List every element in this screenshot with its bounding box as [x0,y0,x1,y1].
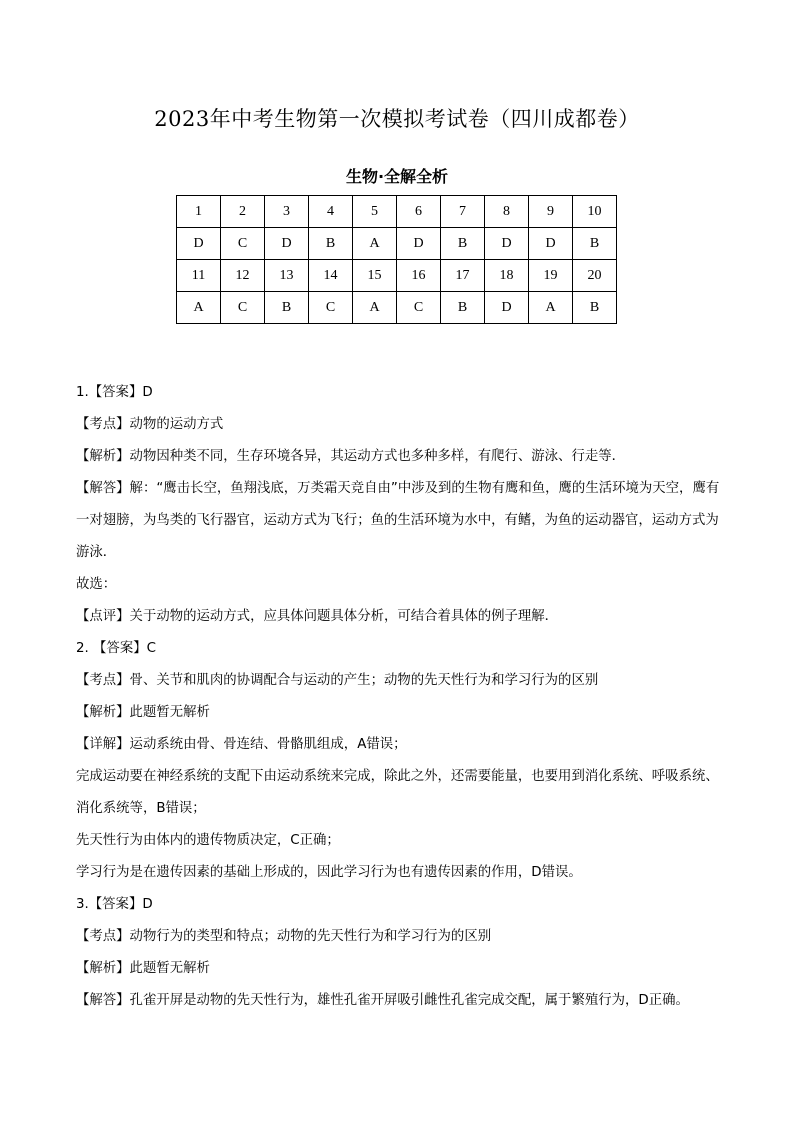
table-cell: 7 [441,196,485,228]
text-line: 【详解】运动系统由骨、骨连结、骨骼肌组成，A错误； [76,737,407,752]
table-cell: 9 [529,196,573,228]
text-line: 3.【答案】D [76,897,153,912]
table-row [177,228,617,260]
text-line: 【解析】动物因种类不同，生存环境各异，其运动方式也多种多样，有爬行、游泳、行走等． [76,449,626,464]
text-line: 【解析】此题暂无解析 [76,961,210,976]
table-cell: C [397,292,441,324]
table-row [177,260,617,292]
explanation-body [76,377,726,1017]
table-cell: 3 [265,196,309,228]
page-title: 2023年中考生物第一次模拟考试卷（四川成都卷） [154,107,640,131]
table-cell: 20 [573,260,617,292]
text-line: 【解答】孔雀开屏是动物的先天性行为，雄性孔雀开屏吸引雌性孔雀完成交配，属于繁殖行为，D正确。 [76,993,689,1008]
text-line: 【考点】动物的运动方式 [76,417,224,432]
table-cell: 14 [309,260,353,292]
table-cell: C [221,228,265,260]
table-cell: 19 [529,260,573,292]
table-cell: B [441,228,485,260]
table-cell: B [265,292,309,324]
table-cell: A [177,292,221,324]
table-cell: B [573,228,617,260]
table-cell: 6 [397,196,441,228]
table-cell: 17 [441,260,485,292]
text-line: 完成运动要在神经系统的支配下由运动系统来完成，除此之外，还需要能量，也要用到消化系统、呼吸系统、消化系统等，B错误； [76,769,719,816]
table-row [177,196,617,228]
table-cell: 2 [221,196,265,228]
table-cell: 13 [265,260,309,292]
table-cell: B [441,292,485,324]
table-cell: D [485,228,529,260]
table-cell: 1 [177,196,221,228]
table-cell: 10 [573,196,617,228]
page-subtitle: 生物·全解全析 [345,167,449,186]
table-cell: C [221,292,265,324]
table-cell: C [309,292,353,324]
table-cell: D [397,228,441,260]
table-row [177,292,617,324]
text-line: 学习行为是在遗传因素的基础上形成的，因此学习行为也有遗传因素的作用，D错误。 [76,865,582,880]
table-cell: B [309,228,353,260]
text-line: 1.【答案】D [76,385,153,400]
table-cell: 4 [309,196,353,228]
text-line: 【点评】关于动物的运动方式，应具体问题具体分析，可结合着具体的例子理解． [76,609,559,624]
text-line: 【考点】动物行为的类型和特点；动物的先天性行为和学习行为的区别 [76,929,492,944]
text-line: 2. 【答案】C [76,641,156,656]
table-cell: D [177,228,221,260]
table-cell: 15 [353,260,397,292]
text-line: 【解析】此题暂无解析 [76,705,210,720]
text-line: 故选： [76,577,117,592]
text-line: 【考点】骨、关节和肌肉的协调配合与运动的产生；动物的先天性行为和学习行为的区别 [76,673,599,688]
table-cell: 5 [353,196,397,228]
text-line: 先天性行为由体内的遗传物质决定，C正确； [76,833,340,848]
table-cell: A [353,228,397,260]
table-cell: 8 [485,196,529,228]
table-cell: B [573,292,617,324]
answer-table [176,195,617,324]
table-cell: A [353,292,397,324]
table-cell: D [485,292,529,324]
table-cell: 12 [221,260,265,292]
table-cell: 18 [485,260,529,292]
text-line: 【解答】解：“鹰击长空，鱼翔浅底，万类霜天竞自由”中涉及到的生物有鹰和鱼，鹰的生活环境为天空，鹰有一对翅膀，为鸟类的飞行器官，运动方式为飞行；鱼的生活环境为水中，有鳍，为鱼的运动器官，运动方式为游泳． [76,481,720,560]
table-cell: D [529,228,573,260]
table-cell: 11 [177,260,221,292]
table-cell: D [265,228,309,260]
table-cell: 16 [397,260,441,292]
table-cell: A [529,292,573,324]
